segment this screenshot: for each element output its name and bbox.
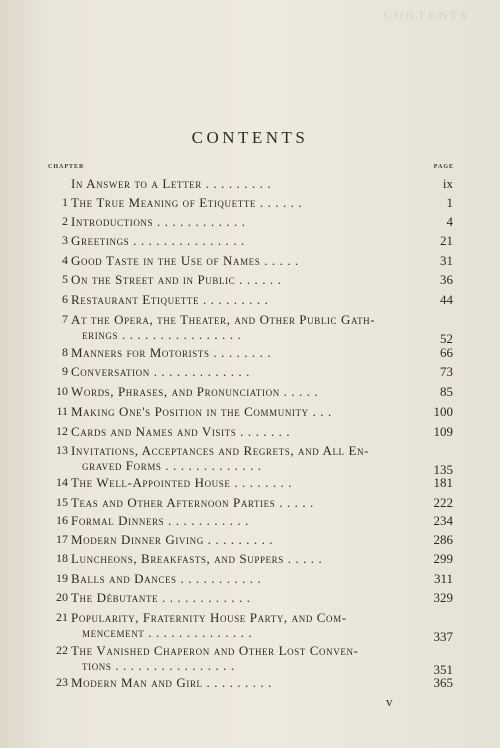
toc-entry	[0, 643, 500, 677]
chapter-title-continuation: graved Forms . . . . . . . . . . . . .	[82, 458, 262, 473]
toc-entry	[0, 253, 500, 271]
chapter-number: 1	[62, 195, 68, 209]
chapter-number: 16	[56, 513, 68, 527]
page-reference: 4	[446, 214, 453, 229]
toc-entry	[0, 195, 500, 213]
chapter-title-continuation: tions . . . . . . . . . . . . . . . .	[82, 658, 235, 673]
page-reference: 85	[440, 384, 453, 399]
page-reference: 299	[433, 551, 453, 566]
toc-entry	[0, 513, 500, 531]
page-reference: 329	[433, 590, 453, 605]
chapter-number: 19	[56, 571, 68, 585]
chapter-column-header: CHAPTER	[48, 164, 85, 170]
chapter-title: Restaurant Etiquette . . . . . . . . .	[71, 292, 269, 307]
page-reference: 66	[440, 345, 453, 360]
toc-entry	[0, 312, 500, 346]
toc-entry	[0, 214, 500, 232]
chapter-number: 6	[62, 292, 68, 306]
page-reference: 365	[433, 675, 453, 690]
page-reference: ix	[442, 176, 453, 191]
chapter-title: Words, Phrases, and Pronunciation . . . . .	[71, 384, 319, 399]
page-reference: 52	[440, 331, 453, 346]
toc-entry	[0, 404, 500, 422]
chapter-title: Formal Dinners . . . . . . . . . . .	[71, 513, 249, 528]
chapter-number: 9	[62, 364, 68, 378]
page-reference: 222	[433, 495, 453, 510]
toc-entry	[0, 272, 500, 290]
chapter-number: 12	[56, 424, 68, 438]
toc-entry	[0, 495, 500, 513]
chapter-number: 22	[56, 643, 68, 657]
chapter-number: 23	[56, 675, 68, 689]
chapter-number: 20	[56, 590, 68, 604]
bleed-through-text: CONTENTS	[383, 8, 470, 22]
chapter-title: Modern Man and Girl . . . . . . . . .	[71, 675, 272, 690]
toc-entry	[0, 424, 500, 442]
chapter-title: Manners for Motorists . . . . . . . .	[71, 345, 272, 360]
chapter-number: 4	[62, 253, 68, 267]
chapter-title: Invitations, Acceptances and Regrets, and All En-	[71, 443, 370, 458]
toc-entry	[0, 551, 500, 569]
chapter-title: The True Meaning of Etiquette . . . . . .	[71, 195, 303, 210]
toc-entry	[0, 292, 500, 310]
chapter-number: 14	[56, 475, 68, 489]
chapter-number: 10	[56, 384, 68, 398]
chapter-number: 2	[62, 214, 68, 228]
toc-entry	[0, 345, 500, 363]
chapter-number: 21	[56, 610, 68, 624]
page-reference: 135	[433, 462, 453, 477]
chapter-title: Balls and Dances . . . . . . . . . . .	[71, 571, 262, 586]
chapter-title: Popularity, Fraternity House Party, and Com-	[71, 610, 347, 625]
chapter-title: The Well-Appointed House . . . . . . . .	[71, 475, 293, 490]
page-reference: 31	[440, 253, 453, 268]
page-reference: 36	[440, 272, 453, 287]
chapter-title: Luncheons, Breakfasts, and Suppers . . . . .	[71, 551, 323, 566]
page-reference: 337	[433, 629, 453, 644]
toc-entry	[0, 364, 500, 382]
chapter-title: The Vanished Chaperon and Other Lost Conven-	[71, 643, 359, 658]
page-reference: 351	[433, 662, 453, 677]
toc-entry	[0, 443, 500, 477]
toc-entry	[0, 532, 500, 550]
toc-entry	[0, 233, 500, 251]
chapter-title: On the Street and in Public . . . . . .	[71, 272, 282, 287]
page-reference: 234	[433, 513, 453, 528]
chapter-title: Greetings . . . . . . . . . . . . . . .	[71, 233, 245, 248]
page-reference: 181	[433, 475, 453, 490]
chapter-title: Good Taste in the Use of Names . . . . .	[71, 253, 299, 268]
chapter-title: At the Opera, the Theater, and Other Public Gath-	[71, 312, 376, 327]
page-title: CONTENTS	[191, 128, 309, 147]
chapter-number: 18	[56, 551, 68, 565]
page-reference: 73	[440, 364, 453, 379]
toc-entry	[0, 610, 500, 644]
page-reference: 311	[433, 571, 453, 586]
chapter-number: 5	[62, 272, 68, 286]
toc-entry	[0, 475, 500, 493]
chapter-number: 8	[62, 345, 68, 359]
page-reference: 100	[433, 404, 453, 419]
chapter-title: Making One's Position in the Community . . .	[71, 404, 332, 419]
page-reference: 286	[433, 532, 453, 547]
page-reference: 109	[433, 424, 453, 439]
page-reference: 44	[440, 292, 453, 307]
page-number: v	[386, 694, 393, 709]
chapter-title: Cards and Names and Visits . . . . . . .	[71, 424, 291, 439]
toc-entry	[0, 176, 500, 194]
toc-entry	[0, 590, 500, 608]
page-reference: 21	[440, 233, 453, 248]
toc-entry	[0, 384, 500, 402]
chapter-number: 7	[62, 312, 68, 326]
chapter-title: Modern Dinner Giving . . . . . . . . .	[71, 532, 274, 547]
toc-entry	[0, 571, 500, 589]
page-column-header: PAGE	[433, 164, 454, 170]
chapter-number: 13	[56, 443, 68, 457]
chapter-title: The Débutante . . . . . . . . . . . .	[71, 590, 251, 605]
chapter-title-continuation: mencement . . . . . . . . . . . . . .	[82, 625, 253, 640]
chapter-title-continuation: erings . . . . . . . . . . . . . . . .	[82, 327, 242, 342]
page-reference: 1	[446, 195, 453, 210]
chapter-number: 3	[62, 233, 68, 247]
chapter-title: In Answer to a Letter . . . . . . . . .	[71, 176, 272, 191]
chapter-number: 17	[56, 532, 68, 546]
chapter-number: 11	[56, 404, 68, 418]
chapter-title: Teas and Other Afternoon Parties . . . . .	[71, 495, 314, 510]
chapter-title: Conversation . . . . . . . . . . . . .	[71, 364, 250, 379]
chapter-number: 15	[56, 495, 68, 509]
chapter-title: Introductions . . . . . . . . . . . .	[71, 214, 246, 229]
toc-entry	[0, 675, 500, 693]
